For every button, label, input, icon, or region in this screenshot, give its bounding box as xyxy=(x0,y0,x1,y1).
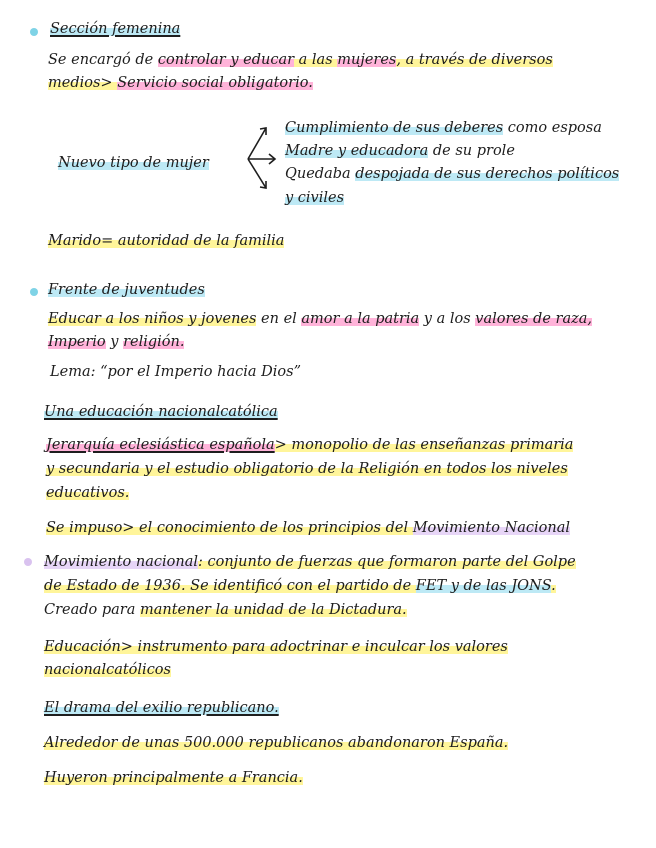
bullet-dot xyxy=(30,28,38,36)
text-line: Se encargó de controlar y educar a las mujeres, a través de diversos xyxy=(48,52,553,68)
text-line: y secundaria y el estudio obligatorio de la Religión en todos los niveles xyxy=(46,461,568,477)
text-line: Imperio y religión. xyxy=(48,334,185,350)
text-line: Creado para mantener la unidad de la Dictadura. xyxy=(44,602,407,618)
text-line: Lema: “por el Imperio hacia Dios” xyxy=(50,364,301,380)
text-line: medios> Servicio social obligatorio. xyxy=(48,75,313,91)
text-line: Se impuso> el conocimiento de los principios del Movimiento Nacional xyxy=(46,520,571,536)
branch-item: Cumplimiento de sus deberes como esposa xyxy=(285,120,602,136)
heading-frente-juventudes: Frente de juventudes xyxy=(48,282,205,298)
text-line: Huyeron principalmente a Francia. xyxy=(44,770,303,786)
branch-item: y civiles xyxy=(285,190,345,206)
nuevo-tipo-label: Nuevo tipo de mujer xyxy=(58,155,209,171)
bullet-dot xyxy=(24,558,32,566)
text-line: Alrededor de unas 500.000 republicanos abandonaron España. xyxy=(44,735,509,751)
text-line: Educar a los niños y jovenes en el amor a la patria y a los valores de raza, xyxy=(48,311,592,327)
heading-seccion-femenina: Sección femenina xyxy=(50,21,181,37)
text-line: Marido= autoridad de la familia xyxy=(48,233,285,249)
text-line: educativos. xyxy=(46,485,130,501)
text-line: de Estado de 1936. Se identificó con el partido de FET y de las JONS. xyxy=(44,578,556,594)
heading-educacion-nacionalcatolica: Una educación nacionalcatólica xyxy=(44,404,278,420)
bullet-dot xyxy=(30,288,38,296)
branch-arrows-icon xyxy=(244,124,284,194)
text-line: Movimiento nacional: conjunto de fuerzas que formaron parte del Golpe xyxy=(44,554,576,570)
heading-exilio-republicano: El drama del exilio republicano. xyxy=(44,700,279,716)
text-line: Educación> instrumento para adoctrinar e inculcar los valores xyxy=(44,639,508,655)
text-line: Jerarquía eclesiástica española> monopolio de las enseñanzas primaria xyxy=(46,437,574,453)
branch-item: Madre y educadora de su prole xyxy=(285,143,515,159)
branch-item: Quedaba despojada de sus derechos políticos xyxy=(285,166,620,182)
text-line: nacionalcatólicos xyxy=(44,662,171,678)
